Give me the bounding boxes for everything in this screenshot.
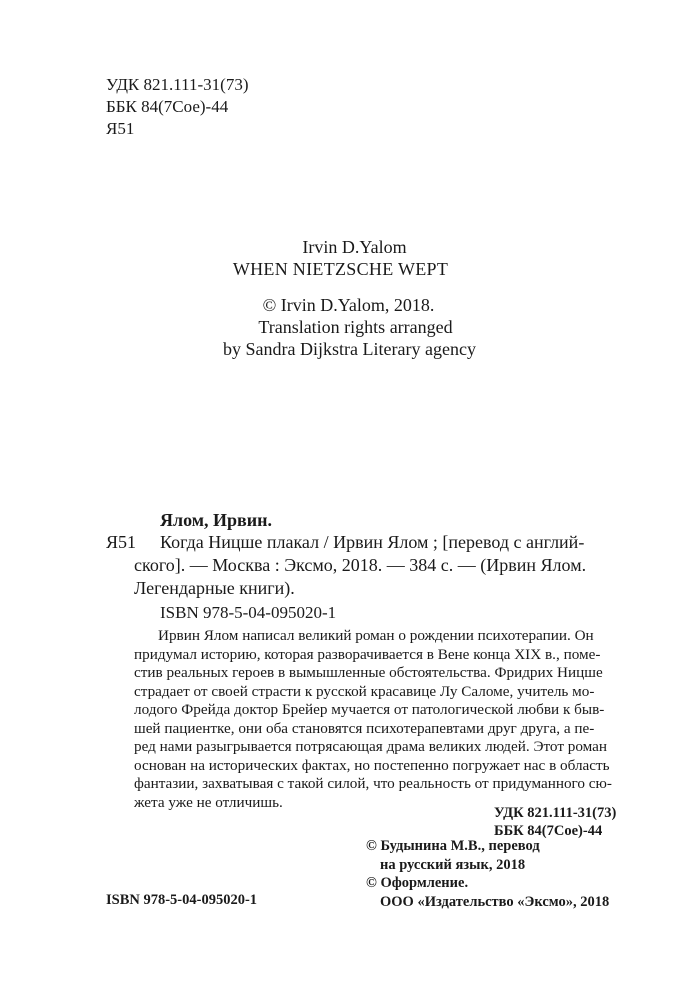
- annotation-line: жета уже не отличишь.: [134, 793, 283, 811]
- bib-line-1: Когда Ницше плакал / Ирвин Ялом ; [перевод с англий-: [160, 532, 585, 552]
- rights-copyright: © Irvin D.Yalom, 2018.: [262, 295, 435, 315]
- udk-code: УДК 821.111-31(73): [106, 75, 249, 94]
- annotation-line: лодого Фрейда доктор Брейер мучается от патологической любви к быв-: [134, 701, 605, 718]
- annotation-line: стив реальных героев в вымышленные обстоятельства. Фридрих Ницше: [134, 664, 603, 681]
- bottom-udk-code: УДК 821.111-31(73): [494, 805, 617, 821]
- annotation-line: ред нами разыгрывается потрясающая драма великих людей. Этот роман: [134, 738, 608, 755]
- bottom-bbk-code: ББК 84(7Сое)-44: [494, 823, 603, 839]
- annotation-line: придумал историю, которая разворачивается в Вене конца XIX в., поме-: [134, 645, 601, 663]
- bib-entry: [134, 531, 606, 600]
- bbk-code: ББК 84(7Сое)-44: [106, 97, 229, 116]
- rights-line-3: by Sandra Dijkstra Literary agency: [223, 339, 476, 359]
- bib-author-heading: Ялом, Ирвин.: [160, 510, 272, 530]
- original-title: WHEN NIETZSCHE WEPT: [232, 259, 449, 279]
- top-classification-codes: [106, 74, 248, 140]
- bottom-isbn: ISBN 978-5-04-095020-1: [106, 892, 258, 908]
- bib-line-3: Легендарные книги).: [134, 578, 295, 598]
- copyright-translator: © Будынина М.В., перевод: [366, 838, 540, 854]
- copyright-design: © Оформление.: [366, 875, 469, 891]
- copyright-translator-cont: на русский язык, 2018: [380, 856, 526, 873]
- author-mark: Я51: [106, 119, 135, 138]
- bib-code: Я51: [106, 532, 137, 552]
- annotation-line: страдает от своей страсти к русской красавице Лу Саломе, учитель мо-: [134, 682, 595, 700]
- original-title-block: [0, 236, 681, 280]
- annotation-line: основан на исторических фактах, но постепенно погружает нас в область: [134, 756, 610, 774]
- bib-isbn: ISBN 978-5-04-095020-1: [160, 603, 337, 622]
- bottom-classification-codes: [494, 804, 616, 840]
- annotation-line: шей пациентке, они оба становятся психотерапевтами друг друга, а пе-: [134, 719, 595, 737]
- copyright-publisher: ООО «Издательство «Эксмо», 2018: [380, 893, 610, 910]
- bib-line-2: ского]. — Москва : Эксмо, 2018. — 384 с. — (Ирвин Ялом.: [134, 555, 587, 575]
- original-author: Irvin D.Yalom: [302, 237, 407, 257]
- annotation-line: Ирвин Ялом написал великий роман о рождении психотерапии. Он: [158, 627, 594, 644]
- rights-line-2: Translation rights arranged: [258, 317, 453, 337]
- annotation: [134, 627, 612, 812]
- annotation-line: фантазии, захватывая с такой силой, что реальность от придуманного сю-: [134, 775, 612, 792]
- copyright-block: [366, 837, 609, 911]
- rights-block: [0, 294, 681, 360]
